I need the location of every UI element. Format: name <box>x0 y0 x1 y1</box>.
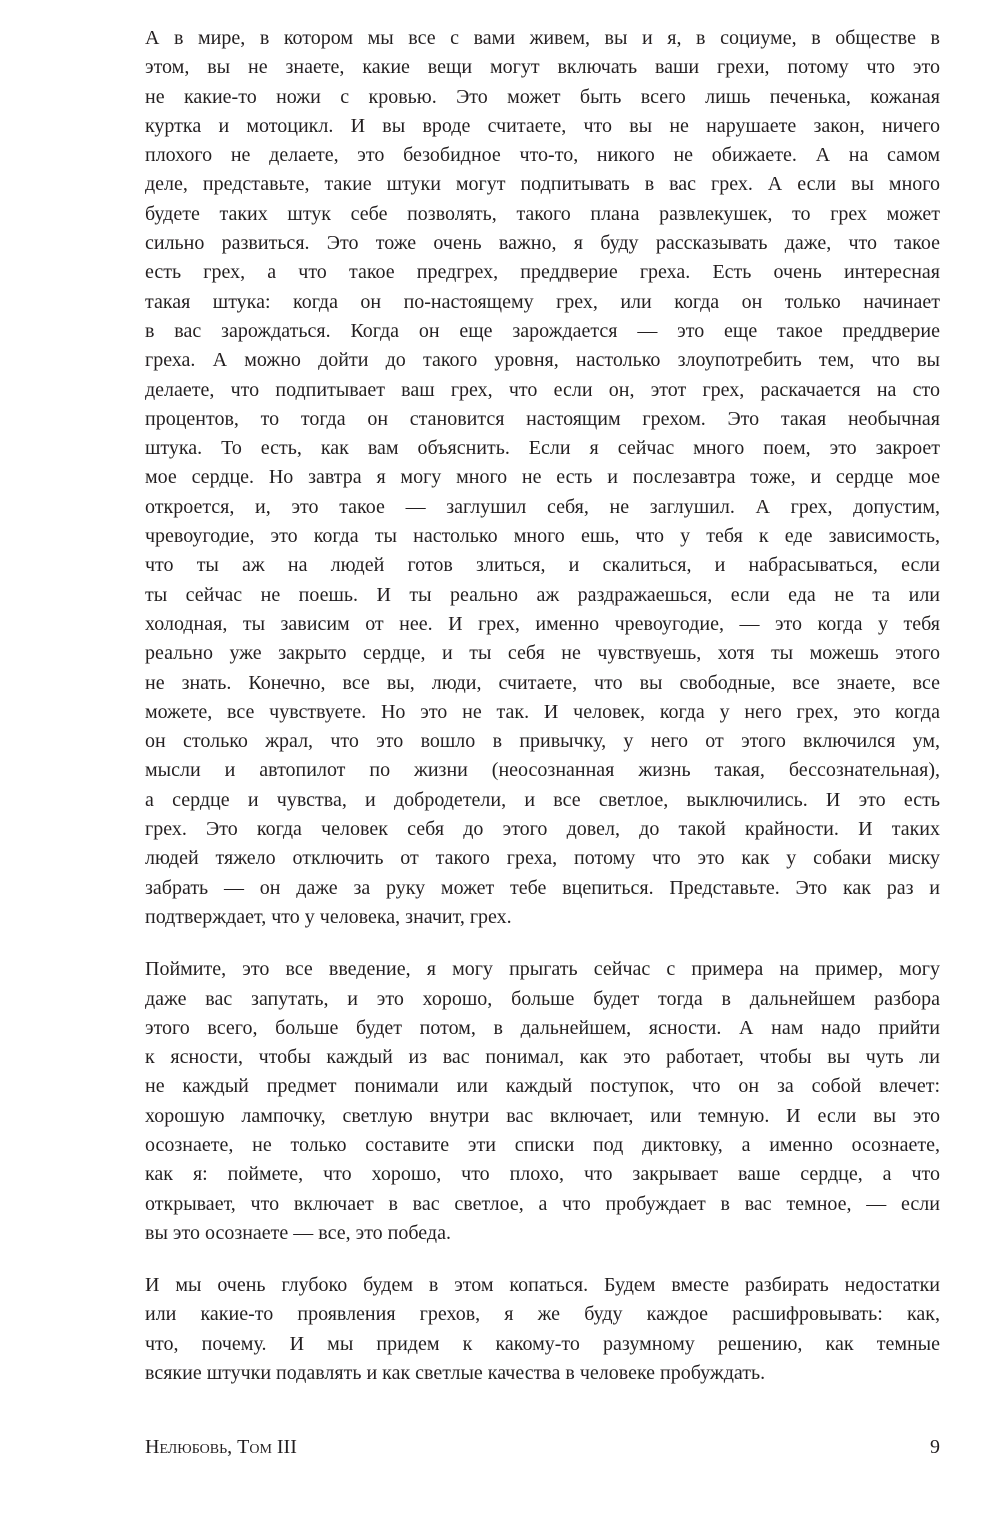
text-line: открывает, что включает в вас светлое, а что пробуждает в вас темное, — если <box>145 1192 940 1215</box>
text-line: не какие-то ножи с кровью. Это может быть всего лишь печенька, кожаная <box>145 85 940 108</box>
body-text <box>145 24 940 1411</box>
text-line: реально уже закрыто сердце, и ты себя не чувствуешь, хотя ты можешь этого <box>145 642 940 665</box>
page-footer <box>145 1436 940 1459</box>
text-line: штука. То есть, как вам объяснить. Если я сейчас много поем, это закроет <box>145 437 940 460</box>
text-line: можете, все чувствуете. Но это не так. И человек, когда у него грех, это когда <box>145 700 940 723</box>
text-line: будете таких штук себе позволять, такого плана развлекушек, то грех может <box>145 202 940 225</box>
text-line: что ты аж на людей готов злиться, и скалиться, и набрасываться, если <box>145 554 940 577</box>
paragraph <box>145 1271 940 1388</box>
text-line: людей тяжело отключить от такого греха, потому что это как у собаки миску <box>145 847 940 870</box>
text-line: забрать — он даже за руку может тебе вцепиться. Представьте. Это как раз и <box>145 876 940 899</box>
text-line: грех. Это когда человек себя до этого довел, до такой крайности. И таких <box>145 818 940 841</box>
text-line: не каждый предмет понимали или каждый поступок, что он за собой влечет: <box>145 1075 940 1098</box>
text-line: этого всего, больше будет потом, в дальнейшем, ясности. А нам надо прийти <box>145 1016 940 1039</box>
text-line: откроется, и, это такое — заглушил себя, не заглушил. А грех, допустим, <box>145 495 940 518</box>
text-line: делаете, что подпитывает ваш грех, что если он, этот грех, раскачается на сто <box>145 378 940 401</box>
text-line: И мы очень глубоко будем в этом копаться. Будем вместе разбирать недостатки <box>145 1274 940 1297</box>
text-line: деле, представьте, такие штуки могут подпитывать в вас грех. А если вы много <box>145 173 940 196</box>
text-line: Поймите, это все введение, я могу прыгать сейчас с примера на пример, могу <box>145 958 940 981</box>
paragraph <box>145 24 940 932</box>
text-line: мое сердце. Но завтра я могу много не есть и послезавтра тоже, и сердце мое <box>145 466 940 489</box>
text-line: а сердце и чувства, и добродетели, и все светлое, выключились. И это есть <box>145 788 940 811</box>
text-line: к ясности, чтобы каждый из вас понимал, как это работает, чтобы вы чуть ли <box>145 1046 940 1069</box>
text-line: осознаете, не только составите эти списки под диктовку, а именно осознаете, <box>145 1133 940 1156</box>
text-line: А в мире, в котором мы все с вами живем, вы и я, в социуме, в обществе в <box>145 27 940 49</box>
text-line: такая штука: когда он по-настоящему грех, или когда он только начинает <box>145 290 940 313</box>
text-line: как я: поймете, что хорошо, что плохо, что закрывает ваше сердце, а что <box>145 1163 940 1186</box>
text-line: всякие штучки подавлять и как светлые качества в человеке пробуждать. <box>145 1362 766 1385</box>
text-line: сильно развиться. Это тоже очень важно, я буду рассказывать даже, что такое <box>145 232 940 255</box>
text-line: процентов, то тогда он становится настоящим грехом. Это такая необычная <box>145 407 940 430</box>
text-line: чревоугодие, это когда ты настолько много ешь, что у тебя к еде зависимость, <box>145 525 940 548</box>
text-line: греха. А можно дойти до такого уровня, настолько злоупотребить тем, что вы <box>145 349 940 372</box>
text-line: вы это осознаете — все, это победа. <box>145 1221 451 1244</box>
text-line: в вас зарождаться. Когда он еще зарождается — это еще такое преддверие <box>145 319 940 342</box>
running-footer-title: Нелюбовь, Том III <box>145 1436 297 1458</box>
text-line: есть грех, а что такое предгрех, преддверие греха. Есть очень интересная <box>145 261 940 284</box>
text-line: ты сейчас не поешь. И ты реально аж раздражаешься, если еда не та или <box>145 583 940 606</box>
text-line: не знать. Конечно, все вы, люди, считаете, что вы свободные, все знаете, все <box>145 671 940 694</box>
text-line: он столько жрал, что это вошло в привычку, у него от этого включился ум, <box>145 730 940 753</box>
text-line: куртка и мотоцикл. И вы вроде считаете, что вы не нарушаете закон, ничего <box>145 114 940 137</box>
text-line: хорошую лампочку, светлую внутри вас включает, или темную. И если вы это <box>145 1104 940 1127</box>
text-line: что, почему. И мы придем к какому-то разумному решению, как темные <box>145 1332 940 1355</box>
text-line: даже вас запутать, и это хорошо, больше будет тогда в дальнейшем разбора <box>145 987 940 1010</box>
text-line: холодная, ты зависим от нее. И грех, именно чревоугодие, — это когда у тебя <box>145 612 940 635</box>
text-line: этом, вы не знаете, какие вещи могут включать ваши грехи, потому что это <box>145 56 940 79</box>
text-line: подтверждает, что у человека, значит, грех. <box>145 905 512 928</box>
text-line: или какие-то проявления грехов, я же буду каждое расшифровывать: как, <box>145 1303 940 1326</box>
text-line: мысли и автопилот по жизни (неосознанная жизнь такая, бессознательная), <box>145 759 940 782</box>
paragraph <box>145 955 940 1248</box>
text-line: плохого не делаете, это безобидное что-то, никого не обижаете. А на самом <box>145 144 940 167</box>
page-number: 9 <box>930 1436 940 1458</box>
